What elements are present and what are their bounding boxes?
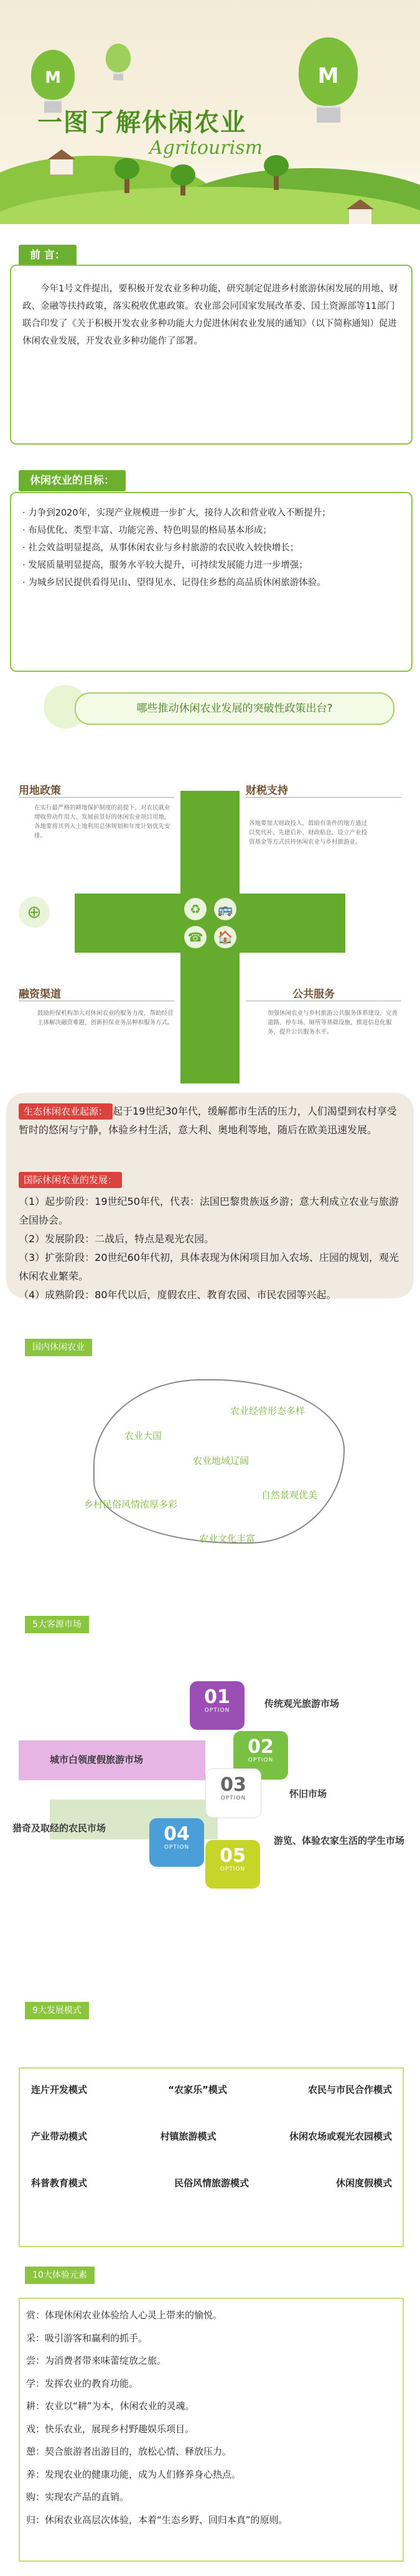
list-item: 养：发现农业的健康功能，成为人们修养身心热点。	[26, 2468, 241, 2480]
mode-item: 农民与市民合作模式	[307, 2084, 392, 2095]
bus-icon: 🚌	[214, 898, 236, 920]
market-number: 02	[248, 1736, 274, 1758]
list-item: · 力争到2020年，实现产业规模进一步扩大，接待人次和营业收入不断提升；	[22, 508, 331, 518]
goals-list	[22, 504, 402, 592]
stage-item: （1）起步阶段：19世纪50年代，代表：法国巴黎贵族返乡游；意大利成立农业与旅游全国协会。	[19, 1196, 399, 1226]
hero-banner	[0, 0, 420, 224]
map-label: 农业经营形态多样	[230, 1405, 306, 1417]
globe-icon: ⊕	[19, 897, 50, 928]
house-icon	[348, 209, 372, 224]
history-origin	[19, 1102, 404, 1139]
map-label: 农业地域辽阔	[193, 1455, 250, 1466]
house-icon: 🏠	[214, 926, 236, 948]
development-label: 国际休闲农业的发展：	[19, 1172, 122, 1188]
lightbulb-icon: M	[299, 37, 358, 123]
list-item: 尝：为消费者带来味蕾绽放之旅。	[26, 2355, 167, 2366]
modes-row	[31, 2176, 392, 2189]
mode-item: 休闲度假模式	[335, 2177, 392, 2189]
stage-item: （2）发展阶段：二战后，特点是观光农园。	[19, 1233, 215, 1245]
tree-icon	[124, 174, 129, 193]
stage-item: （3）扩张阶段：20世纪60年代初，具体表现为休闲项目加入农场、庄园的规划，观光休闲农业繁荣。	[19, 1252, 399, 1282]
list-item: · 社会效益明显提高，从事休闲农业与乡村旅游的农民收入较快增长；	[22, 543, 299, 553]
market-card-05	[205, 1840, 260, 1889]
option-text: OPTION	[220, 1795, 246, 1801]
modes-row	[31, 2083, 392, 2096]
mode-item: 科普教育模式	[31, 2177, 88, 2189]
policy-title: 融资渠道	[19, 988, 61, 1001]
option-text: OPTION	[220, 1866, 246, 1872]
goals-heading: 休闲农业的目标：	[19, 470, 126, 491]
elements-list	[26, 2304, 399, 2531]
list-item: · 布局优化、类型丰富、功能完善、特色明显的格局基本形成；	[22, 526, 272, 535]
policy-text: 加强休闲农业与乡村旅游公共服务体系建设，完善道路、停车场、厕所等基础设施，推进信息化服务，提升公共服务水平。	[268, 1010, 398, 1036]
policy-text: 在实行最严格的耕地保护制度的前提下，对农民就业增收带动作用大、发展前景好的休闲农业项目用地，各地要将其列入土地利用总体规划和年度计划优先安排。	[34, 804, 170, 839]
page-title: 一图了解休闲农业	[37, 108, 246, 137]
tree-icon	[274, 171, 279, 190]
modes-heading: 9大发展模式	[25, 2002, 89, 2019]
preface-heading: 前 言：	[19, 245, 77, 266]
recycle-icon: ♻	[184, 898, 207, 920]
origin-label: 生态休闲农业起源：	[19, 1103, 113, 1120]
divider	[246, 797, 401, 798]
domestic-heading: 国内休闲农业	[25, 1339, 92, 1356]
preface-text: 今年1号文件提出，要积极开发农业多种功能，研究制定促进乡村旅游休闲发展的用地、财政、金融等扶持政策，落实税收优惠政策。农业部会同国家发展改革委、国土资源部等11部门联合印发了《关于积极开发农业多种功能大力促进休闲农业发展的通知》（以下简称通知）促进休闲农业发展，开发农业多种功能作了部署。	[22, 284, 398, 346]
policy-text: 各地要加大财政投入，鼓励有条件的地方通过以奖代补、先建后补、财政贴息、设立产业投资基金等方式扶持休闲农业与乡村旅游业。	[249, 820, 368, 846]
list-item: 归：休闲农业高层次体验，本着“生态乡野、回归本真”的原则。	[26, 2514, 288, 2526]
map-label: 自然景观优美	[261, 1489, 318, 1501]
market-label: 游览、体验农家生活的学生市场	[274, 1835, 405, 1846]
origin-text: 起于19世纪30年代，缓解都市生活的压力，人们渴望到农村享受暂时的悠闲与宁静，体验乡村生活，意大利、奥地利等地，随后在欧美迅速发展。	[19, 1105, 397, 1136]
market-number: 04	[164, 1823, 190, 1845]
list-item: 耕：农业以“耕”为本，休闲农业的灵魂。	[26, 2400, 195, 2412]
policy-text: 鼓励担保机构加大对休闲农业的服务力度，帮助经营主体解决融资难题，创新担保业务品种和服务方式。	[37, 1010, 174, 1026]
elements-heading: 10大体验元素	[25, 2267, 95, 2284]
market-label: 城市白领度假旅游市场	[50, 1754, 144, 1765]
market-card-04	[149, 1818, 204, 1867]
list-item: 学：发挥农业的教育功能。	[26, 2377, 139, 2389]
modes-row	[31, 2130, 392, 2143]
option-text: OPTION	[164, 1844, 190, 1851]
market-number: 05	[220, 1845, 246, 1867]
lightbulb-icon: M	[31, 50, 75, 113]
policy-title: 用地政策	[19, 785, 61, 797]
option-text: OPTION	[248, 1757, 274, 1763]
history-development	[19, 1171, 404, 1189]
map-label: 乡村民俗风情浓厚多彩	[84, 1499, 178, 1510]
market-card-01	[190, 1681, 245, 1730]
map-label: 农业大国	[124, 1430, 162, 1441]
market-label: 猎奇及取经的农民市场	[12, 1823, 106, 1834]
mode-item: 连片开发模式	[31, 2084, 88, 2095]
market-number: 03	[220, 1774, 246, 1796]
mode-item: 休闲农场或观光农园模式	[289, 2131, 392, 2142]
divider	[19, 797, 174, 798]
list-item: 戏：快乐农业，展现乡村野趣娱乐项目。	[26, 2423, 195, 2435]
page-subtitle: Agritourism	[149, 137, 263, 159]
stage-item: （4）成熟阶段：80年代以后，度假农庄、教育农园、市民农园等兴起。	[19, 1289, 337, 1301]
policy-title: 公共服务	[292, 988, 335, 1001]
policy-question: 哪些推动休闲农业发展的突破性政策出台?	[75, 692, 394, 725]
policy-title: 财税支持	[246, 785, 288, 797]
cross-graphic	[75, 894, 345, 953]
mode-item: 产业带动模式	[31, 2131, 88, 2142]
list-item: · 为城乡居民提供看得见山、望得见水、记得住乡愁的高品质休闲旅游体验。	[22, 578, 326, 588]
list-item: 购：实现农产品的直销。	[26, 2491, 129, 2503]
map-label: 农业文化丰富	[199, 1533, 256, 1544]
market-card-03	[205, 1768, 261, 1818]
list-item: 采：吸引游客和赢利的抓手。	[26, 2332, 148, 2344]
market-label: 怀旧市场	[289, 1788, 327, 1800]
phone-icon: ☎	[184, 926, 207, 948]
markets-heading: 5大客源市场	[25, 1616, 89, 1633]
history-stages	[19, 1192, 404, 1305]
lightbulb-icon	[106, 44, 131, 80]
option-text: OPTION	[204, 1707, 230, 1714]
list-item: 赏：体现休闲农业体验给人心灵上带来的愉悦。	[26, 2309, 223, 2321]
mode-item: 村镇旅游模式	[160, 2131, 217, 2142]
list-item: 憩：契合旅游者出游目的，放松心情、释放压力。	[26, 2446, 232, 2457]
market-number: 01	[204, 1686, 230, 1708]
market-label: 传统观光旅游市场	[264, 1698, 340, 1709]
tree-icon	[180, 181, 185, 196]
mode-item: 民俗风情旅游模式	[174, 2177, 249, 2189]
house-icon	[50, 159, 73, 175]
list-item: · 发展质量明显提高，服务水平较大提升，可持续发展能力进一步增强；	[22, 560, 308, 570]
mode-item: “农家乐”模式	[168, 2084, 227, 2095]
